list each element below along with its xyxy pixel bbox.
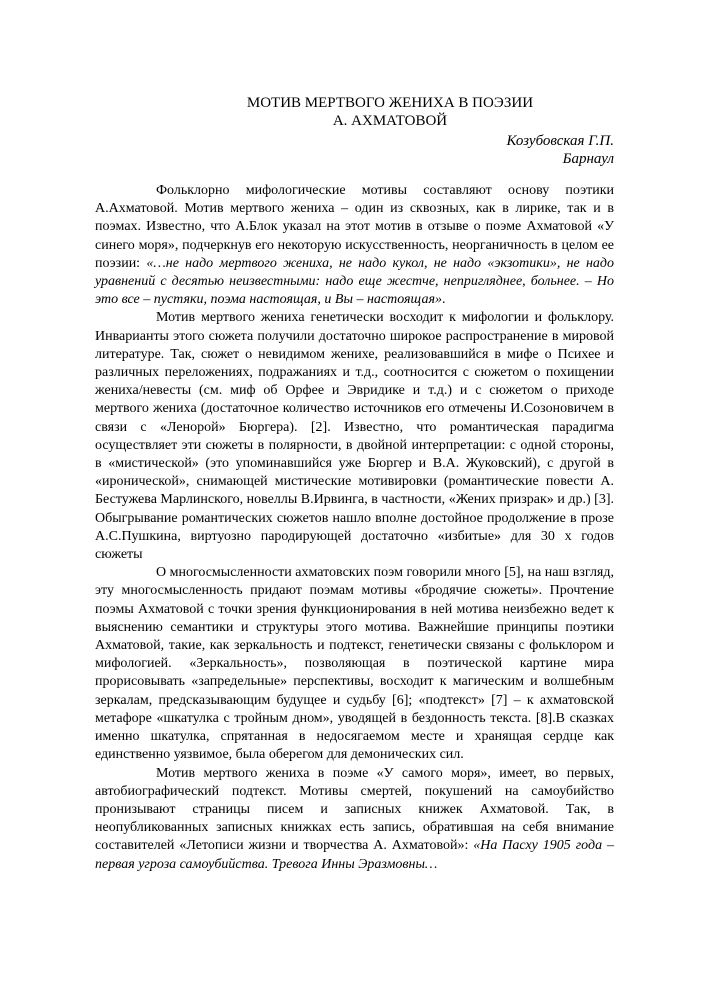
paragraph-4	[95, 765, 614, 874]
author-block	[506, 132, 614, 168]
paragraph-4-text: Мотив мертвого жениха в поэме «У самого моря», имеет, во первых, автобиографический подтекст. Мотивы смертей, покушений на самоубийство пронизывают страницы писем и записных книжек Ахматовой. Так, в неопубликованных записных книжках есть запись, обратившая на себя внимание составителей «Летописи жизни и творчества А. Ахматовой»:	[95, 765, 614, 854]
title-line-2: А. АХМАТОВОЙ	[332, 113, 448, 129]
author-city: Барнаул	[562, 151, 614, 167]
author-name: Козубовская Г.П.	[506, 133, 614, 149]
article-body	[95, 182, 614, 874]
paragraph-1	[95, 182, 614, 309]
paragraph-3: О многосмысленности ахматовских поэм говорили много [5], на наш взгляд, эту многосмысленность придают поэмам мотивы «бродячие сюжеты». Прочтение поэмы Ахматовой с точки зрения функционирования в ней мотива неизбежно ведет к выяснению семантики и структуры этого мотива. Важнейшие принципы поэтики Ахматовой, такие, как зеркальность и подтекст, генетически связаны с фольклором и мифологией. «Зеркальность», позволяющая в поэтической картине мира прорисовывать «запредельные» перспективы, восходит к магическим и волшебным зеркалам, предсказывающим будущее и судьбу [6]; «подтекст» [7] – к ахматовской метафоре «шкатулка с тройным дном», уводящей в бездонность текста. [8].В сказках именно шкатулка, спрятанная в недосягаемом месте и хранящая сердце как единственно уязвимое, была оберегом для демонических сил.	[95, 565, 614, 763]
diary-quote: «На Пасху 1905 года – первая угроза самоубийства. Тревога Инны Эразмовны…	[95, 838, 614, 872]
title-line-1: МОТИВ МЕРТВОГО ЖЕНИХА В ПОЭЗИИ	[246, 95, 534, 111]
paragraph-1-end: .	[441, 292, 446, 308]
blok-quote: «…не надо мертвого жениха, не надо кукол, не надо «экзотики», не надо уравнений с десятью неизвестными: надо еще жестче, непригляднее, больнее. – Но это все – пустяки, поэма настоящая, и Вы – настоящая»	[95, 255, 614, 308]
paragraph-1-text: Фольклорно мифологические мотивы составляют основу поэтики А.Ахматовой. Мотив мертвого жениха – один из сквозных, как в лирике, так и в поэмах. Известно, что А.Блок указал на этот мотив в отзыве о поэме Ахматовой «У синего моря», подчеркнув его некоторую искусственность, неорганичность в целом ее поэзии:	[95, 183, 614, 271]
paragraph-2: Мотив мертвого жениха генетически восходит к мифологии и фольклору. Инварианты этого сюжета получили достаточно широкое распространение в мировой литературе. Так, сюжет о невидимом женихе, реализовавшийся в мифе о Психее и различных переложениях, подражаниях и т.д., соотносится с сюжетом о похищении жениха/невесты (см. миф об Орфее и Эвридике и т.д.) и с сюжетом о приходе мертвого жениха (достаточное количество источников его отмечены И.Созоновичем в связи с «Ленорой» Бюргера). [2]. Известно, что романтическая парадигма осуществляет эти сюжеты в полярности, в двойной интерпретации: с одной стороны, в «мистической» (это упоминавшийся уже Бюргер и В.А. Жуковский), с другой в «иронической», снимающей мистические мотивировки (романтические повести А. Бестужева Марлинского, новеллы В.Ирвинга, в частности, «Жених призрак» и др.) [3]. Обыгрывание романтических сюжетов нашло вполне достойное продолжение в прозе А.С.Пушкина, виртуозно пародирующей достаточно «избитые» для 30 х годов сюжеты	[95, 310, 614, 563]
